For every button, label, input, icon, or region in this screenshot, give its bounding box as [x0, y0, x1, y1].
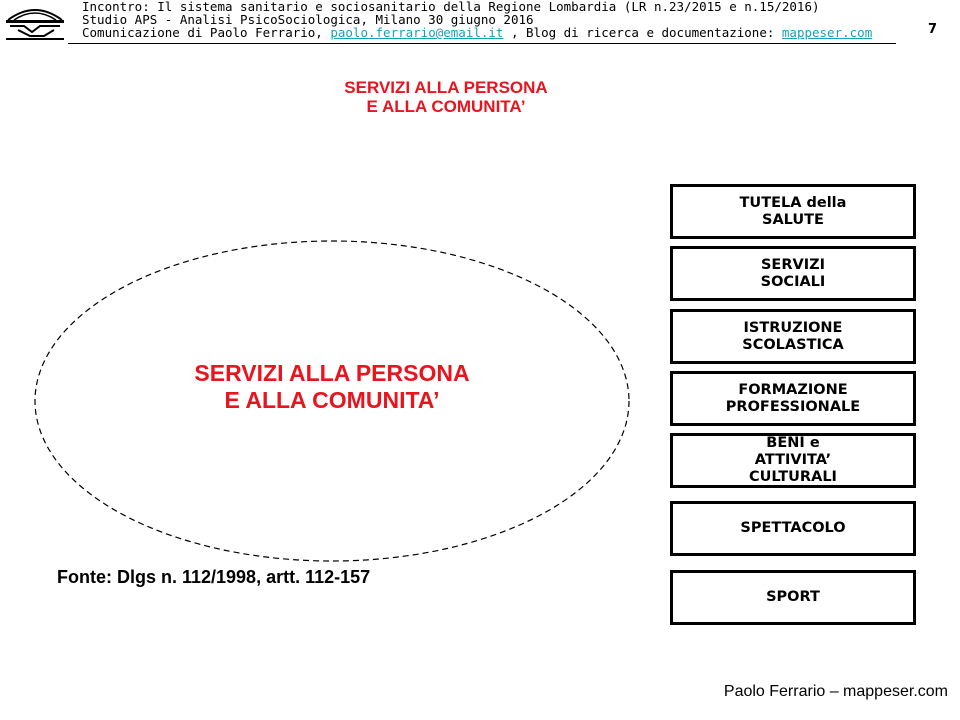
- header-divider: [68, 43, 896, 44]
- header-text: [82, 0, 872, 39]
- header-line-3-middle: , Blog di ricerca e documentazione:: [503, 25, 782, 40]
- box-line: SPORT: [766, 589, 820, 605]
- ellipse-label-line-2: E ALLA COMUNITA’: [224, 387, 440, 413]
- box-line: ISTRUZIONE: [743, 319, 843, 336]
- box-line: ATTIVITA’: [754, 452, 832, 468]
- box-line: BENI e: [766, 435, 820, 451]
- page-number: 7: [928, 22, 938, 37]
- slide-title-line-1: SERVIZI ALLA PERSONA: [344, 78, 548, 97]
- blog-link[interactable]: mappeser.com: [781, 25, 873, 40]
- box-spettacolo: [670, 501, 916, 556]
- header-line-2: Studio APS - Analisi PsicoSociologica, Milano 30 giugno 2016: [82, 12, 534, 27]
- header-line-1: Incontro: Il sistema sanitario e sociosanitario della Regione Lombardia (LR n.23/2015 e n.15/2016): [82, 0, 820, 14]
- email-link[interactable]: paolo.ferrario@email.it: [330, 25, 504, 40]
- ellipse-label: [32, 360, 632, 414]
- header-line-3: [82, 26, 872, 39]
- header-line-3-prefix: Comunicazione di Paolo Ferrario,: [82, 25, 331, 40]
- box-tutela-salute: [670, 184, 916, 239]
- slide-title: [246, 78, 646, 116]
- slide-header: [0, 0, 960, 46]
- box-servizi-sociali: [670, 246, 916, 301]
- box-line: CULTURALI: [749, 469, 837, 485]
- box-line: SALUTE: [762, 211, 824, 228]
- box-line: SPETTACOLO: [740, 520, 846, 536]
- box-line: FORMAZIONE: [738, 381, 848, 398]
- box-formazione-professionale: [670, 371, 916, 426]
- slide-title-line-2: E ALLA COMUNITA’: [366, 97, 526, 116]
- source-note: Fonte: Dlgs n. 112/1998, artt. 112-157: [57, 567, 371, 587]
- box-istruzione-scolastica: [670, 309, 916, 364]
- box-line: SOCIALI: [760, 273, 826, 290]
- box-line: SCOLASTICA: [742, 336, 844, 353]
- box-line: PROFESSIONALE: [725, 398, 861, 415]
- box-beni-attivita-culturali: [670, 433, 916, 488]
- handshake-logo-icon: [4, 2, 66, 42]
- ellipse-label-line-1: SERVIZI ALLA PERSONA: [194, 360, 470, 386]
- box-line: SERVIZI: [760, 256, 826, 273]
- box-line: TUTELA della: [739, 194, 847, 211]
- footer-credit: Paolo Ferrario – mappeser.com: [723, 683, 948, 700]
- box-sport: [670, 570, 916, 625]
